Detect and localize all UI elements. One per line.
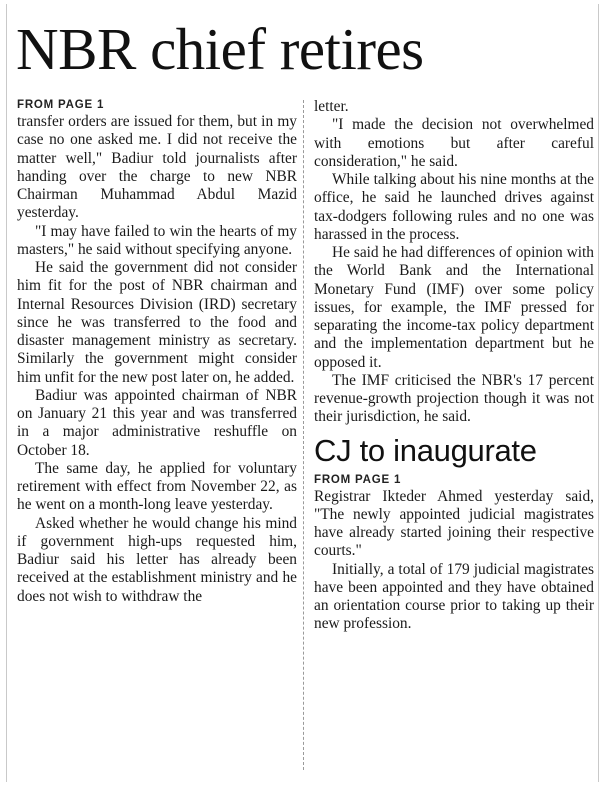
second-story-paragraph: Initially, a total of 179 judicial magistrates have been appointed and they have obtained an orientation course prior to taking up their new profession. bbox=[314, 560, 594, 633]
story-column-right bbox=[314, 98, 594, 634]
second-story-kicker: FROM PAGE 1 bbox=[314, 473, 402, 486]
second-story-headline: CJ to inaugurate bbox=[314, 432, 537, 468]
main-headline: NBR chief retires bbox=[16, 16, 424, 82]
story-paragraph: "I may have failed to win the hearts of my masters," he said without specifying anyone. bbox=[17, 222, 297, 258]
story-paragraph: Badiur was appointed chairman of NBR on January 21 this year and was transferred in a major administrative reshuffle on October 18. bbox=[17, 386, 297, 459]
story-column-left bbox=[17, 98, 297, 606]
story-continued-paragraph: "I made the decision not overwhelmed with emotions but after careful consideration," he said. bbox=[314, 116, 594, 170]
story-continued-paragraph: While talking about his nine months at the office, he said he launched drives against tax-dodgers following rules and no one was harassed in the process. bbox=[314, 171, 594, 243]
story-continued-paragraph: He said he had differences of opinion with the World Bank and the International Monetary Fund (IMF) over some policy issues, for example, the IMF pressed for separating the income-tax policy department and the implementation department but he opposed it. bbox=[314, 244, 594, 371]
story-paragraph: Asked whether he would change his mind if government high-ups requested him, Badiur said his letter has already been received at the establishment ministry and he does not wish to withdraw the bbox=[17, 514, 297, 605]
story-kicker: FROM PAGE 1 bbox=[17, 99, 105, 111]
story-paragraph: transfer orders are issued for them, but in my case no one asked me. I did not receive the matter well," Badiur told journalists after handing over the charge to new NBR Chairman Muhammad Abdul Mazid yesterday. bbox=[17, 113, 297, 222]
clipping-edge-left bbox=[6, 4, 7, 782]
story-paragraph: The same day, he applied for voluntary retirement with effect from November 22, as he went on a month-long leave yesterday. bbox=[17, 459, 297, 514]
story-paragraph: He said the government did not consider him fit for the post of NBR chairman and Internal Resources Division (IRD) secretary since he was transferred to the food and disaster management ministry as secretary. Similarly the government might consider him unfit for the new post later on, he added. bbox=[17, 259, 297, 386]
story-continued-paragraph: The IMF criticised the NBR's 17 percent revenue-growth projection though it was not their jurisdiction, he said. bbox=[314, 371, 594, 426]
clipping-edge-right bbox=[598, 4, 599, 782]
second-story-paragraph: Registrar Ikteder Ahmed yesterday said, "The newly appointed judicial magistrates have already started joining their respective courts." bbox=[314, 487, 594, 560]
column-divider bbox=[303, 100, 305, 770]
story-continued-paragraph: letter. bbox=[314, 98, 349, 115]
